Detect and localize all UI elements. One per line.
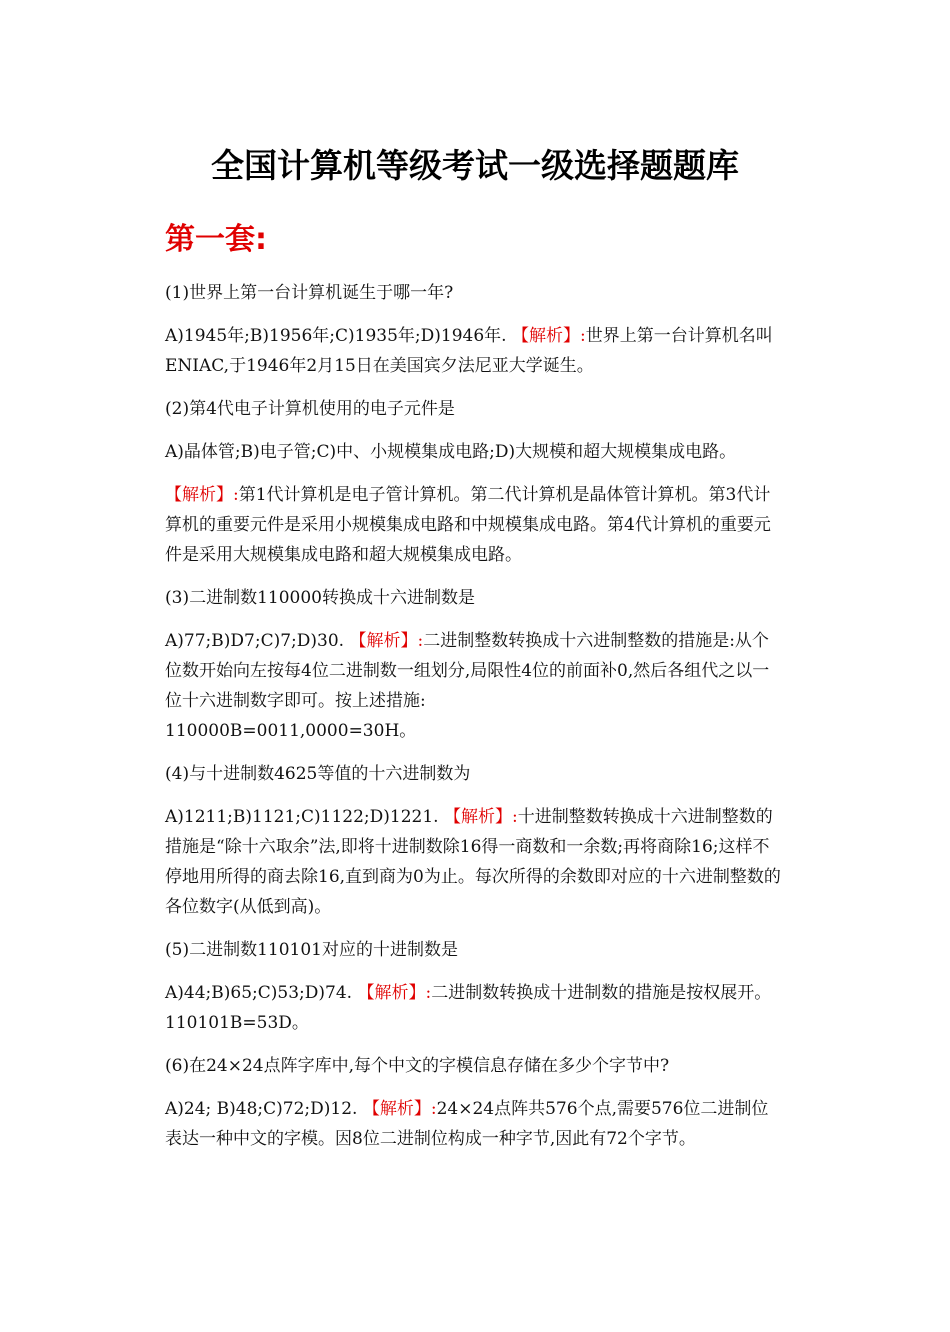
- question-1: (1)世界上第一台计算机诞生于哪一年?: [165, 283, 454, 303]
- document-title: 全国计算机等级考试一级选择题题库: [211, 146, 739, 185]
- question-2: (2)第4代电子计算机使用的电子元件是: [165, 399, 455, 419]
- options-3: A)77;B)D7;C)7;D)30.: [165, 631, 345, 651]
- question-6: (6)在24×24点阵字库中,每个中文的字模信息存储在多少个字节中?: [165, 1056, 670, 1076]
- question-list: [165, 278, 785, 1167]
- analysis-6: 24×24点阵共576个点,需要576位二进制位表达一种中文的字模。因8位二进制位构成一种字节,因此有72个字节。: [165, 1099, 769, 1149]
- analysis-tag: 【解析】:: [511, 326, 586, 346]
- analysis-tag: 【解析】:: [357, 983, 432, 1003]
- question-5: (5)二进制数110101对应的十进制数是: [165, 940, 458, 960]
- analysis-tag: 【解析】:: [443, 807, 518, 827]
- analysis-tag: 【解析】:: [165, 485, 239, 505]
- answer-block-2: [165, 480, 785, 570]
- question-4: (4)与十进制数4625等值的十六进制数为: [165, 764, 471, 784]
- analysis-1: 世界上第一台计算机名叫ENIAC,于1946年2月15日在美国宾夕法尼亚大学诞生。: [165, 326, 773, 376]
- analysis-5: 二进制数转换成十进制数的措施是按权展开。110101B=53D。: [165, 983, 772, 1033]
- question-3: (3)二进制数110000转换成十六进制数是: [165, 588, 475, 608]
- options-4: A)1211;B)1121;C)1122;D)1221.: [165, 807, 439, 827]
- answer-block-4: [165, 802, 785, 922]
- answer-block-1: [165, 321, 785, 381]
- section-heading: 第一套:: [165, 222, 267, 257]
- options-6: A)24; B)48;C)72;D)12.: [165, 1099, 358, 1119]
- analysis-tag: 【解析】:: [349, 631, 424, 651]
- options-2: A)晶体管;B)电子管;C)中、小规模集成电路;D)大规模和超大规模集成电路。: [165, 442, 737, 462]
- analysis-3: 二进制整数转换成十六进制整数的措施是:从个位数开始向左按每4位二进制数一组划分,局限性4位的前面补0,然后各组代之以一位十六进制数字即可。按上述措施:: [165, 631, 770, 711]
- options-5: A)44;B)65;C)53;D)74.: [165, 983, 353, 1003]
- options-1: A)1945年;B)1956年;C)1935年;D)1946年.: [165, 326, 507, 346]
- analysis-2: 第1代计算机是电子管计算机。第二代计算机是晶体管计算机。第3代计算机的重要元件是采用小规模集成电路和中规模集成电路。第4代计算机的重要元件是采用大规模集成电路和超大规模集成电路。: [165, 485, 771, 565]
- analysis-tag: 【解析】:: [362, 1099, 437, 1119]
- analysis-3-formula: 110000B=0011,0000=30H。: [165, 721, 417, 741]
- answer-block-3: [165, 626, 785, 746]
- answer-block-6: [165, 1094, 785, 1154]
- analysis-4: 十进制整数转换成十六进制整数的措施是“除十六取余”法,即将十进制数除16得一商数和一余数;再将商除16;这样不停地用所得的商去除16,直到商为0为止。每次所得的余数即对应的十六进制整数的各位数字(从低到高)。: [165, 807, 781, 917]
- answer-block-5: [165, 978, 785, 1038]
